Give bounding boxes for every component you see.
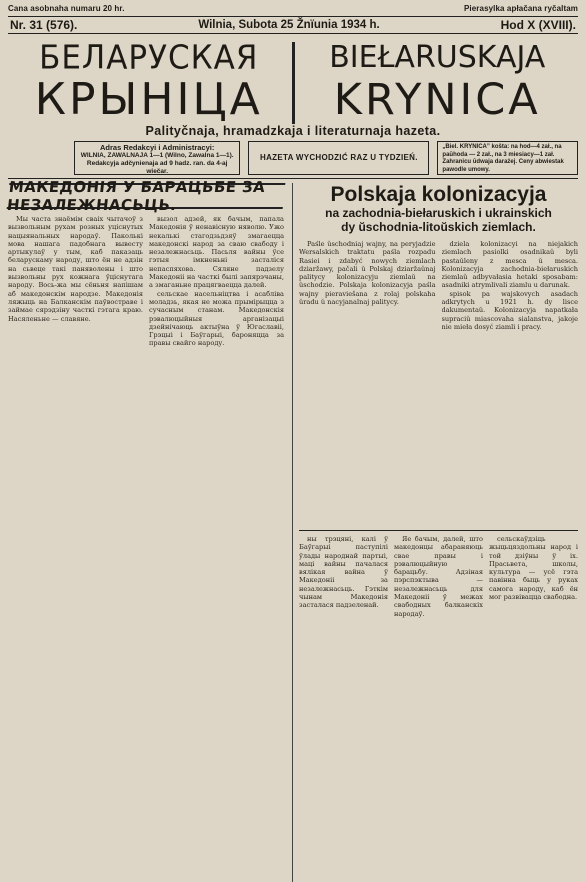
kolonizacyja-col-2 (442, 240, 579, 524)
kolonizacyja-col-3-text: spisok pa wajskovych asadach adkrytych u 1921 h. dy lisce dakumentaŭ. Kolonizacyja napatkała supraciŭ miascovaha sialanstva, jakoje nie mieła dosyć ziamli i pracy. (441, 289, 578, 331)
section-rule (299, 530, 578, 531)
info-row (8, 141, 578, 179)
kolonizacyja-columns (299, 240, 578, 524)
weekly-box (248, 141, 429, 175)
masthead-cyr-line1: БЕЛАРУСКАЯ (39, 39, 259, 77)
left-section (6, 178, 284, 882)
macedonia-col-1-text: Мы часта знаёмім сваіх чытачоў з вызвольным рухам розных уціснутых нацыянальных народаў. Паколькі мова нашага падобнага вывесту артыкулаў у тым, каб паказаць беларускаму народу, што ён не адзін на сьвеце такі паняволены і што вызвольны рух кожнага ўціснутага народу. Вось-жа мы сёньня напішам аб македонскім народзе. Македонія ляжыць на Балканскім паўвостраве і займае сярэдзіну часткі гэтага краю. Насяленьне — славяне. (8, 215, 143, 323)
macedonia-columns (8, 215, 284, 875)
issue-year: Hod X (XVIII). (500, 18, 576, 32)
office-hours: Redakcyja adčynienaja ad 9 hadz. ran. da 4-aj wiečar. (86, 160, 228, 175)
subscription-terms: „Biel. KRYNICA” košta: na hod—4 zał., na paŭhoda — 2 zał., na 3 miesiacy—1 zał. Zahranicu ŭdwaja darażej. Ceny abwiestak pawodle umowy. (442, 144, 564, 173)
lower-col-2 (394, 535, 483, 882)
masthead-divider (292, 42, 295, 124)
masthead-lat-line2: KRYNICA (333, 75, 541, 125)
kolonizacyja-col-1 (299, 240, 436, 524)
address-line: WILNIA, ZAWALNAJA 1—1 (Wilno, Zawalna 1—1). (80, 152, 234, 159)
macedonia-col-1 (8, 215, 143, 875)
place-date: Wilnia, Subota 25 Žnïunia 1934 h. (198, 19, 380, 31)
address-heading: Adras Redakcyi i Administracyi: (99, 143, 215, 152)
postage-note: Pierasylka apłačana ryčaltam (464, 4, 578, 13)
page-body (6, 178, 578, 882)
masthead (8, 36, 578, 138)
macedonia-headline: МАКЕДОНІЯ У БАРАЦЬБЕ ЗА НЕЗАЛЕЖНАСЬЦЬ. (7, 183, 286, 209)
kolonizacyja-subtitle-2: dy ŭschodnia-litoŭskich ziemlach. (341, 220, 536, 234)
right-section (292, 183, 578, 882)
macedonia-col-2 (149, 215, 284, 875)
price-note: Cana asobnaha numaru 20 hr. (8, 4, 125, 13)
issue-number: Nr. 31 (576). (10, 18, 78, 32)
masthead-lat-line1: BIEŁARUSKAJA (329, 40, 546, 75)
kolonizacyja-subtitle-1: na zachodnia-biełaruskich i ukrainskich (325, 206, 552, 220)
kolonizacyja-col-1-text: Paśle ŭschodniaj wajny, na peryjadzie Wersalskich traktatu paśla rozpadu Rasiei i zdabyć nowych ziemlach dziaržawy, pačali ŭ Polskaj dziaržaŭnaj palitycy kolonizacyju ziemlaŭ na ŭschodzie. Polskaja kolonizacyja paśla wajny pieraviešana z rolaj polskaha ŭradu ŭ nacyjanalnaj palitycy. (299, 240, 436, 307)
masthead-subtitle: Palityčnaja, hramadzkaja i literaturnaja hazeta. (145, 124, 441, 138)
lower-col-1-text: ны трэцяні, калі ў Баўгарыі паступілі ўлады народнай партыі, маці вайны пачалася вялікая вайна ў Македоніі за незалежнасьць. Гэткім чынам Македонія засталася падзеленай. (299, 535, 388, 610)
masthead-latin (297, 36, 579, 138)
lower-col-3 (489, 535, 578, 882)
address-box (74, 141, 240, 175)
macedonia-col-2-text: вызол адзей, як бачым, папала Македонія ў ненавісную няволю. Ужо некалькі стагодзьдзяў змагаецца македонскі народ за сваю свабоду і незалежнасьць. Пасьля вайны ўсе гэтыя імкненьні засталіся непаспяхова. Сяляне падзелу Македоніі на часткі былі запярэчаны, а змаганьне працягваецца далей. (149, 215, 284, 290)
macedonia-col-3-text: сельскае насельніцтва і асабліва моладзь, якая не можа прымірыцца з сучасным станам. Македонскія рэвалюцыйныя арганізацыі дзейнічаюць актыўна ў Югаславіі, Грэцыі і Баўгарыі, бароняцца за правы свайго народу. (149, 289, 284, 348)
lower-col-3-text: сельскаўдзіць жыцьцяздольны народ і той дзіўны ў іх. Прасьвета, школы, культура — усё гэта павінна быць у руках самога народу, каб ён мог развівацца свабодна. (489, 535, 578, 602)
weekly-note: HAZETA WYCHODZIĆ RAZ U TYDZIEŃ. (260, 153, 418, 162)
masthead-cyr-line2: КРЫНІЦА (34, 74, 263, 125)
lower-col-2-text: Яе бачым, далей, што македонцы абараняюць свае правы і рэвалюцыйную барацьбу. Адзіная пэрспэктыва — незалежнасьць для Македоніі ў межах свабодных балканскіх народаў. (394, 535, 483, 618)
lower-columns (299, 535, 578, 882)
masthead-cyrillic (8, 36, 290, 138)
top-strip (8, 4, 578, 14)
lower-col-1 (299, 535, 388, 882)
issue-bar (8, 16, 578, 34)
kolonizacyja-title: Polskaja kolonizacyja (330, 183, 547, 206)
kolonizacyja-col-2-text: dziela kolonizacyi na niejakich ziemlach pasiolki osadnikaŭ byli pastaŭleny z mesca ŭ mesca. Kolonizacyja zachodnia-biełaruskich ziemlaŭ adbyvałasia hetaki sposabam: asadniki atrymlivali ziamlu u darunak. (441, 240, 578, 290)
subscription-box (437, 141, 578, 175)
